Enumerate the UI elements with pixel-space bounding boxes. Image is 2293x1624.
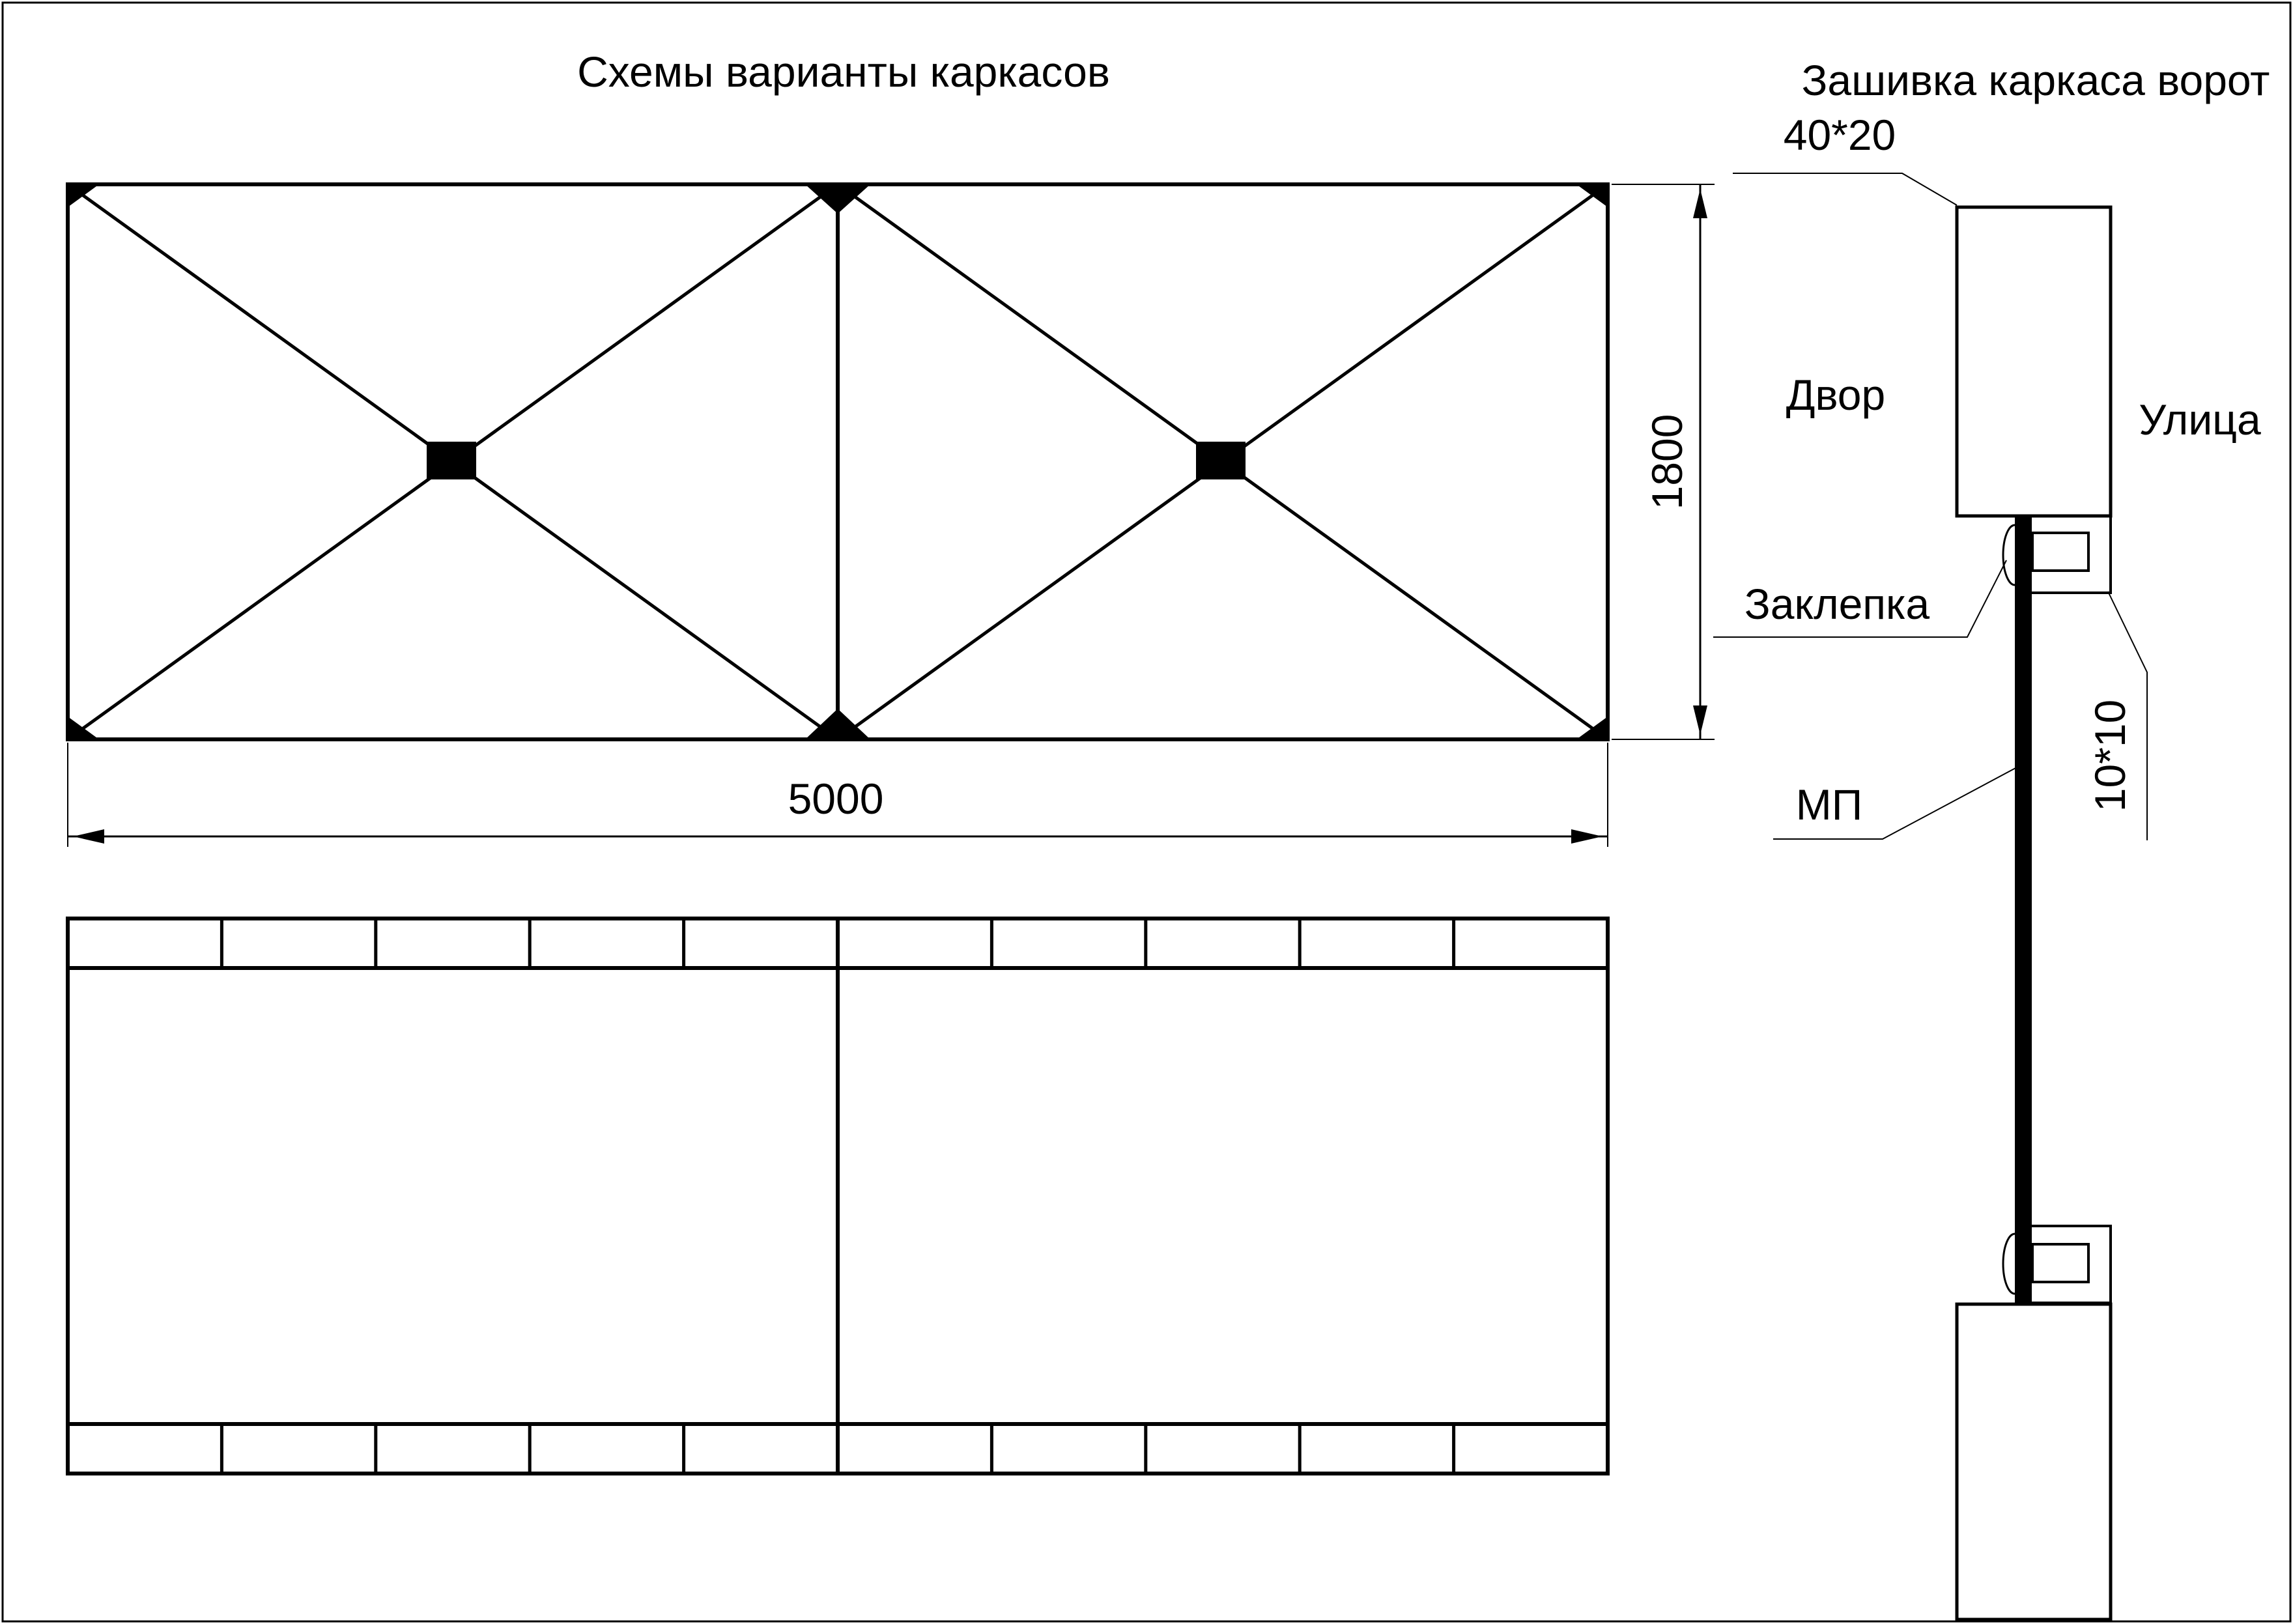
width-dimension-label: 5000 [788,775,884,823]
node-plate [427,442,476,479]
profiled-sheet [2015,516,2032,1304]
yard-label: Двор [1786,371,1886,419]
sheet-label: МП [1795,780,1863,829]
rivet-label: Заклепка [1744,580,1930,628]
height-dimension-label: 1800 [1643,414,1691,510]
section-title: Зашивка каркаса ворот [1801,56,2270,104]
rivet-profile-label: 10*10 [2086,699,2134,812]
street-label: Улица [2139,395,2261,444]
node-plate [1196,442,1246,479]
drawing-title: Схемы варианты каркасов [577,48,1110,96]
frame-profile-label: 40*20 [1783,111,1896,159]
